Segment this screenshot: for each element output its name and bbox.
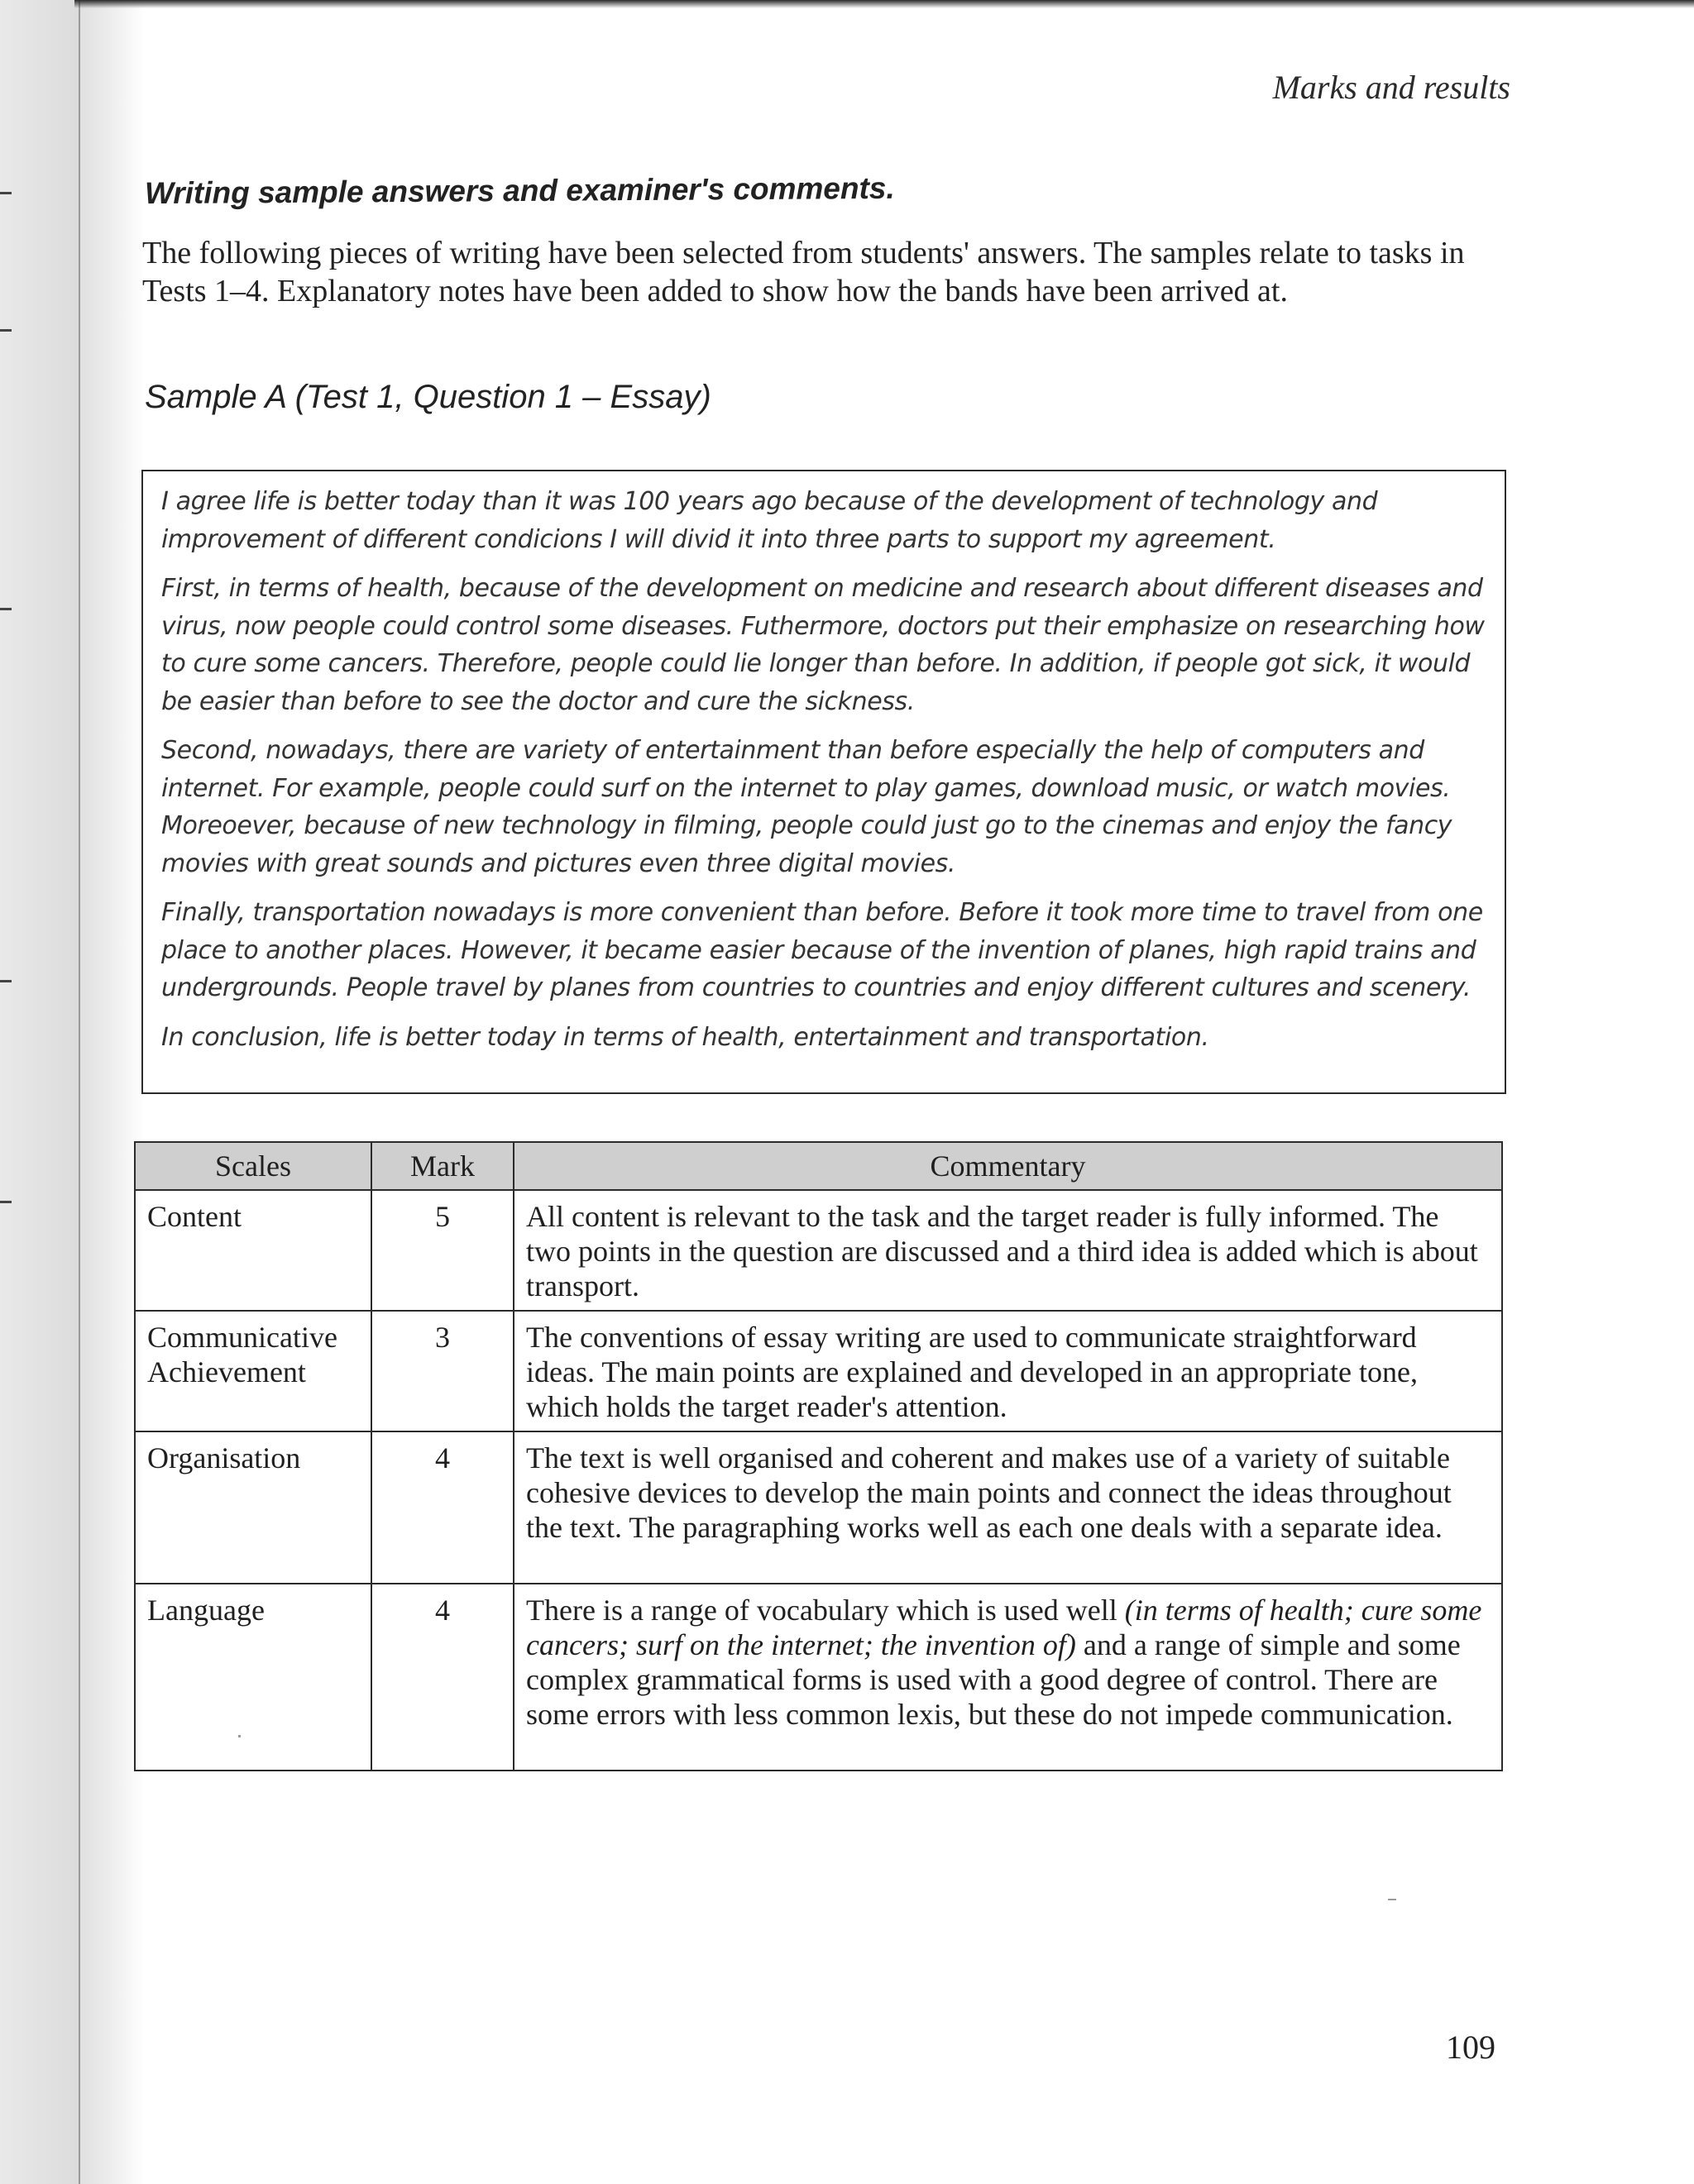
prev-page-rule	[0, 192, 12, 194]
mark-cell: 4	[371, 1584, 514, 1771]
commentary-cell: All content is relevant to the task and the target reader is fully informed. The two points in the question are discussed and a third idea is added which is about transport.	[514, 1190, 1502, 1311]
commentary-examples: (in terms of health; cure some cancers; surf on the internet; the invention of)	[526, 1594, 1482, 1661]
mark-cell: 5	[371, 1190, 514, 1311]
intro-paragraph: The following pieces of writing have been selected from students' answers. The samples relate to tasks in Tests 1–4. Explanatory notes have been added to show how the bands have been arrived at.	[142, 236, 1465, 308]
header-scales: Scales	[135, 1142, 371, 1190]
table-row	[135, 1431, 1502, 1584]
scale-cell: Language	[135, 1584, 371, 1771]
essay-paragraph: I agree life is better today than it was 100 years ago because of the development of technology and improvement of different condicions I will divid it into three parts to support my agreement.	[161, 487, 1378, 554]
prev-page-rule	[0, 329, 12, 332]
commentary-text: and a range of simple and some complex grammatical forms is used with a good degree of control. There are some errors with less common lexis, but these do not impede communication.	[526, 1628, 1461, 1731]
commentary-text: There is a range of vocabulary which is used well	[526, 1594, 1125, 1627]
table-row	[135, 1190, 1502, 1311]
essay-paragraph: First, in terms of health, because of the development on medicine and research about different diseases and virus, now people could control some diseases. Futhermore, doctors put their emphasize on researching how to cure some cancers. Therefore, people could lie longer than before. In addition, if people got sick, it would be easier than before to see the doctor and cure the sickness.	[161, 574, 1485, 716]
table-row	[135, 1584, 1502, 1771]
sample-title: Sample A (Test 1, Question 1 – Essay)	[145, 379, 711, 415]
commentary-cell: The conventions of essay writing are used to communicate straightforward ideas. The main points are explained and developed in an appropriate tone, which holds the target reader's attention.	[514, 1311, 1502, 1431]
table-header-row	[135, 1142, 1502, 1190]
mark-cell: 4	[371, 1431, 514, 1584]
essay-paragraph: Second, nowadays, there are variety of entertainment than before especially the help of computers and internet. For example, people could surf on the internet to play games, download music, or watch movies. Moreoever, because of new technology in filming, people could just go to the cinemas and enjoy the fancy movies with great sounds and pictures even three digital movies.	[161, 736, 1452, 878]
essay-paragraph: Finally, transportation nowadays is more convenient than before. Before it took more time to travel from one place to another places. However, it became easier because of the invention of planes, high rapid trains and undergrounds. People travel by planes from countries to countries and enjoy different cultures and scenery.	[161, 898, 1483, 1002]
mark-cell: 3	[371, 1311, 514, 1431]
scan-speck	[1388, 1899, 1396, 1900]
running-head: Marks and results	[1272, 69, 1510, 106]
essay-box	[141, 470, 1506, 1094]
commentary-cell: The text is well organised and coherent and makes use of a variety of suitable cohesive devices to develop the main points and connect the ideas throughout the text. The paragraphing works well as each one deals with a separate idea.	[514, 1431, 1502, 1584]
page-number: 109	[1446, 2029, 1495, 2066]
prev-page-rule	[0, 1201, 12, 1203]
scale-cell: Communicative Achievement	[135, 1311, 371, 1431]
section-title: Writing sample answers and examiner's comments.	[144, 170, 895, 211]
prev-page-rule	[0, 608, 12, 610]
marks-table	[134, 1141, 1503, 1771]
table-row	[135, 1311, 1502, 1431]
scan-top-shadow	[74, 0, 1694, 8]
essay-paragraph: In conclusion, life is better today in terms of health, entertainment and transportation.	[161, 1022, 1209, 1052]
prev-page-rule	[0, 980, 12, 982]
header-mark: Mark	[371, 1142, 514, 1190]
scale-cell: Organisation	[135, 1431, 371, 1584]
scan-speck	[238, 1735, 241, 1737]
commentary-cell	[514, 1584, 1502, 1771]
scale-cell: Content	[135, 1190, 371, 1311]
previous-page-edge	[0, 0, 80, 2184]
header-commentary: Commentary	[514, 1142, 1502, 1190]
